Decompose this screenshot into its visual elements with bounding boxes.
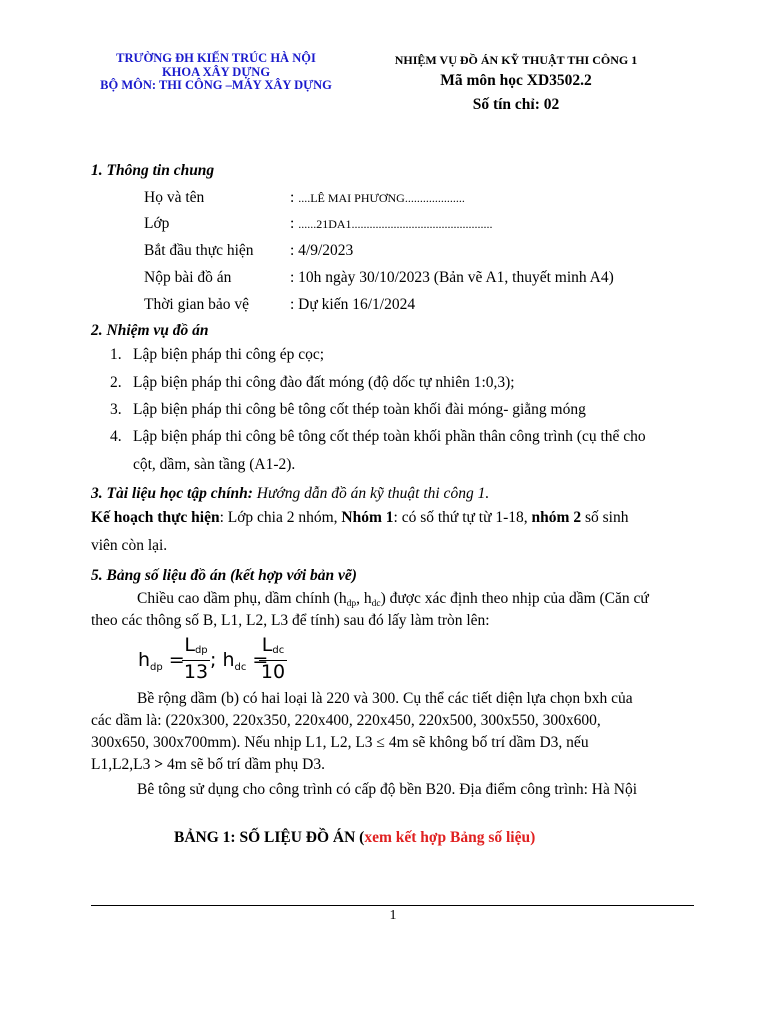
task-number: 4. [110, 428, 122, 445]
formula-symbol: L [184, 634, 195, 656]
task-item-continuation: cột, dầm, sàn tầng (A1-2). [133, 456, 296, 473]
info-value-class [290, 215, 493, 233]
course-credits: Số tín chỉ: 02 [472, 96, 560, 113]
plan-line-1 [91, 509, 628, 527]
info-value-start: : 4/9/2023 [290, 242, 354, 259]
task-item: Lập biện pháp thi công bê tông cốt thép toàn khối đài móng- giằng móng [133, 401, 586, 418]
section-5-title: 5. Bảng số liệu đồ án (kết hợp với bản vẽ) [91, 567, 357, 584]
paragraph-text: Chiều cao dầm phụ, dầm chính (h [137, 590, 347, 607]
page-number: 1 [389, 908, 397, 923]
paragraph-beam-width-line-4 [91, 756, 325, 774]
formula-equals: = [168, 649, 185, 671]
fraction-denominator: 13 [183, 661, 209, 683]
section-1-title: 1. Thông tin chung [91, 162, 215, 179]
footer-divider [91, 905, 694, 906]
task-item: Lập biện pháp thi công bê tông cốt thép toàn khối phần thân công trình (cụ thể cho [133, 428, 646, 445]
formula-part-dp [138, 649, 185, 671]
section-2-title: 2. Nhiệm vụ đồ án [91, 322, 209, 339]
group-1-label: Nhóm 1 [341, 509, 394, 526]
task-item: Lập biện pháp thi công đào đất móng (độ dốc tự nhiên 1:0,3); [133, 374, 515, 391]
fraction-dc [259, 635, 287, 683]
paragraph-text: , h [356, 590, 372, 607]
school-name: TRƯỜNG ĐH KIẾN TRÚC HÀ NỘI [116, 51, 316, 65]
plan-text: : Lớp chia 2 nhóm, [219, 509, 342, 526]
info-label-start: Bắt đầu thực hiện [144, 242, 254, 259]
plan-text: số sinh [581, 509, 629, 526]
table-title-text: BẢNG 1: SỐ LIỆU ĐỒ ÁN ( [174, 829, 365, 846]
info-value-prefix: : [290, 189, 299, 206]
student-name: ....LÊ MAI PHƯƠNG.................... [298, 191, 465, 205]
paragraph-beam-height-line-2: theo các thông số B, L1, L2, L3 để tính) sau đó lấy làm tròn lên: [91, 612, 490, 629]
fraction-dp [182, 635, 210, 683]
formula-symbol: L [261, 634, 273, 656]
formula-symbol: h [222, 649, 235, 671]
info-value-name [290, 189, 465, 207]
info-label-defense: Thời gian bảo vệ [144, 296, 250, 313]
group-2-label: nhóm 2 [531, 509, 582, 526]
document-title: NHIỆM VỤ ĐỒ ÁN KỸ THUẬT THI CÔNG 1 [394, 53, 638, 67]
faculty-name: KHOA XÂY DỰNG [161, 64, 271, 79]
info-value-submit: : 10h ngày 30/10/2023 (Bản vẽ A1, thuyết minh A4) [290, 269, 614, 286]
formula-separator: ; [210, 649, 217, 671]
student-class: ......21DA1............................................... [298, 217, 493, 231]
paragraph-text: ) được xác định theo nhịp của dầm (Căn cứ [380, 590, 649, 607]
course-code: Mã môn học XD3502.2 [440, 72, 592, 89]
section-3-text: Hướng dẫn đồ án kỹ thuật thi công 1. [252, 485, 490, 502]
paragraph-beam-height [137, 590, 649, 608]
info-label-name: Họ và tên [144, 189, 205, 206]
paragraph-beam-width-line-2: các dầm là: (220x300, 220x350, 220x400, 220x450, 220x500, 300x550, 300x600, [91, 712, 601, 729]
formula-subscript: dc [234, 662, 247, 673]
greater-than-sign: > [154, 756, 164, 773]
paragraph-text: 4m sẽ bố trí dầm phụ D3. [163, 756, 325, 773]
info-value-prefix: : [290, 215, 299, 232]
task-number: 2. [110, 374, 122, 391]
info-label-class: Lớp [144, 215, 170, 232]
task-item: Lập biện pháp thi công ép cọc; [133, 346, 325, 363]
formula-equals: = [252, 649, 269, 671]
subscript: dp [346, 599, 357, 609]
plan-text: : có số thứ tự từ 1-18, [393, 509, 532, 526]
paragraph-beam-width-line-3: 300x650, 300x700mm). Nếu nhịp L1, L2, L3 ≤ 4m sẽ không bố trí dầm D3, nếu [91, 734, 589, 751]
section-3 [91, 485, 489, 503]
formula-subscript: dp [150, 662, 163, 673]
table-title-link-text: xem kết hợp Bảng số liệu) [364, 829, 536, 846]
info-label-submit: Nộp bài đồ án [144, 269, 232, 286]
table-1-title [174, 829, 535, 847]
section-3-title: 3. Tài liệu học tập chính: [91, 485, 253, 502]
school-header [86, 52, 346, 93]
info-value-defense: : Dự kiến 16/1/2024 [290, 296, 416, 313]
formula-subscript: dp [194, 645, 208, 656]
formula-symbol: h [138, 649, 151, 671]
plan-label: Kế hoạch thực hiện [91, 509, 220, 526]
department-name: BỘ MÔN: THI CÔNG –MÁY XÂY DỰNG [100, 78, 332, 92]
formula-subscript: dc [272, 645, 285, 656]
paragraph-concrete: Bê tông sử dụng cho công trình có cấp độ bền B20. Địa điểm công trình: Hà Nội [137, 781, 638, 798]
fraction-denominator: 10 [260, 661, 286, 683]
plan-line-2: viên còn lại. [91, 537, 168, 554]
paragraph-text: L1,L2,L3 [91, 756, 155, 773]
task-number: 3. [110, 401, 122, 418]
course-header [370, 53, 662, 117]
paragraph-beam-width-line-1: Bề rộng dầm (b) có hai loại là 220 và 300. Cụ thể các tiết diện lựa chọn bxh của [137, 690, 633, 707]
task-number: 1. [110, 346, 122, 363]
subscript: dc [371, 599, 381, 609]
